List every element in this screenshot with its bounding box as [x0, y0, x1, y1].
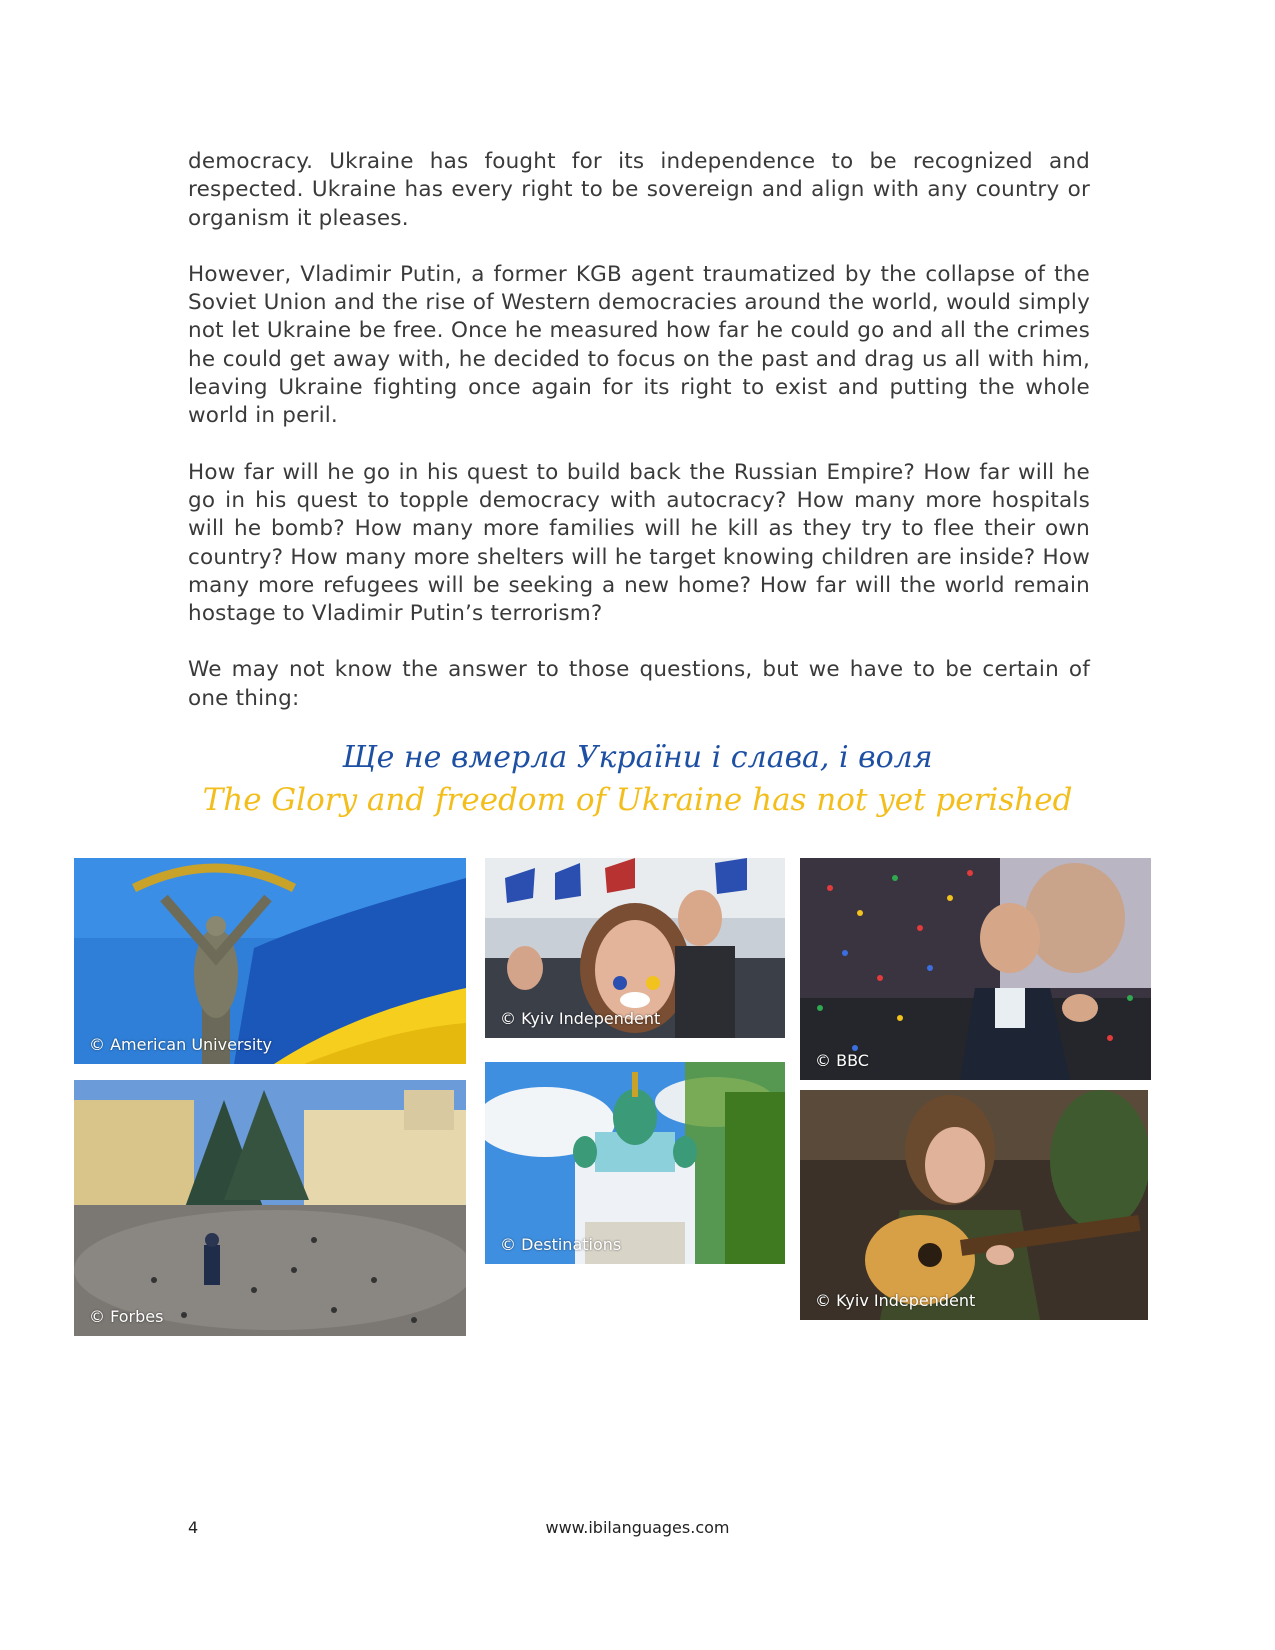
photo-credit: © Kyiv Independent	[500, 1009, 661, 1028]
photo-credit: © Forbes	[89, 1307, 164, 1326]
footer-url: www.ibilanguages.com	[545, 1518, 730, 1537]
paragraph: We may not know the answer to those questions, but we have to be certain of one thing:	[188, 657, 1090, 711]
paragraph: However, Vladimir Putin, a former KGB agent traumatized by the collapse of the Soviet Union and the rise of Western democracies around the world, would simply not let Ukraine be free. Once he measured how far he could go and all the crimes he could get away with, he decided to focus on the past and drag us all with him, leaving Ukraine fighting once again for its right to exist and putting the whole world in peril.	[188, 261, 1090, 429]
paragraph: democracy. Ukraine has fought for its independence to be recognized and respected. Ukraine has every right to be sovereign and align with any country or organism it pleases.	[188, 149, 1090, 231]
photo-monument-flag	[74, 858, 466, 1064]
anthem-english: The Glory and freedom of Ukraine has not yet perished	[202, 782, 1073, 818]
anthem-ukrainian: Ще не вмерла України і слава, і воля	[342, 740, 933, 775]
photo-credit: © American University	[89, 1035, 273, 1054]
photo-celebration	[800, 858, 1151, 1080]
photo-church	[485, 1062, 785, 1264]
photo-town-square	[74, 1080, 466, 1336]
article-body	[188, 148, 1090, 741]
paragraph: How far will he go in his quest to build back the Russian Empire? How far will he go in his quest to topple democracy with autocracy? How many more hospitals will he bomb? How many more families will he kill as they try to flee their own country? How many more shelters will he target knowing children are inside? How many more refugees will be seeking a new home? How far will the world remain hostage to Vladimir Putin’s terrorism?	[188, 459, 1090, 627]
page-number: 4	[188, 1518, 199, 1537]
photo-guitar-player	[800, 1090, 1148, 1320]
photo-credit: © Destinations	[500, 1235, 622, 1254]
photo-rally	[485, 858, 785, 1038]
photo-credit: © Kyiv Independent	[815, 1291, 976, 1310]
photo-credit: © BBC	[815, 1051, 869, 1070]
